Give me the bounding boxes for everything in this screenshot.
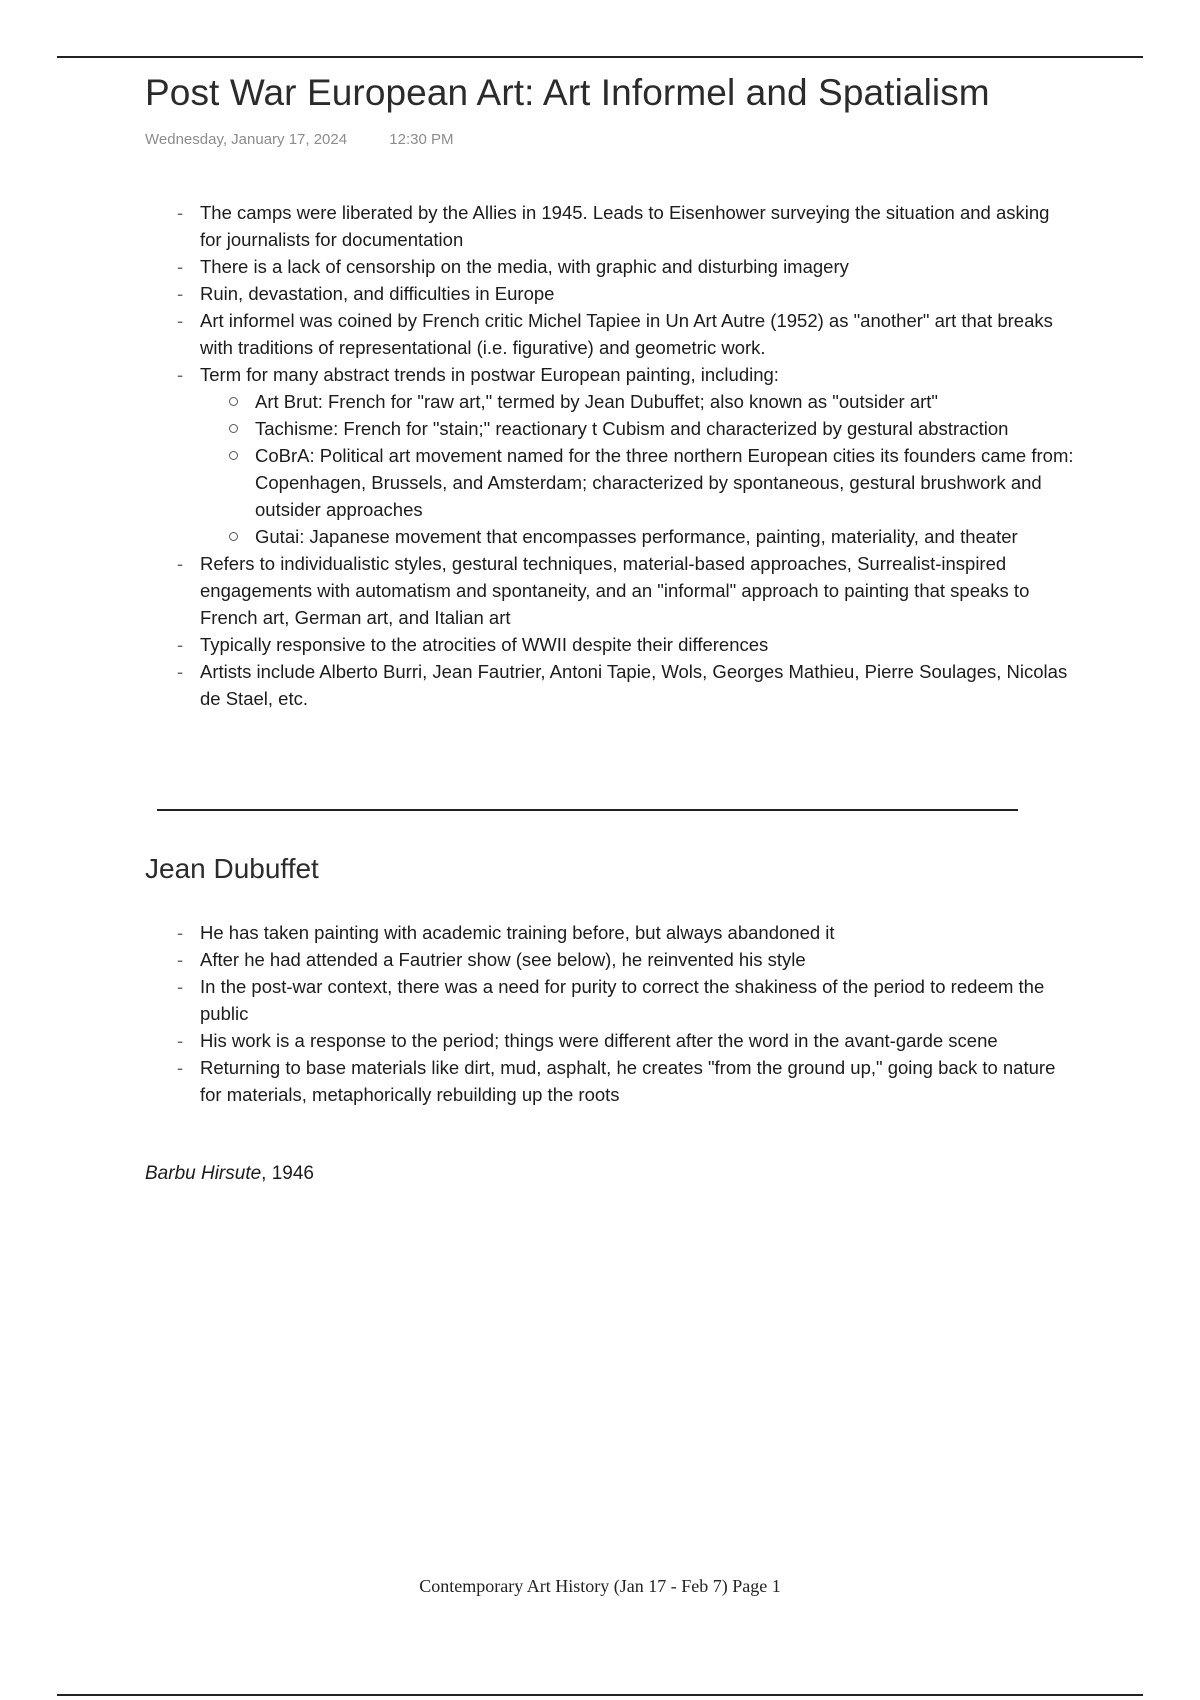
bullet-dash: - <box>177 661 184 682</box>
bullet-list <box>145 919 1075 1108</box>
circle-bullet-icon <box>229 424 238 433</box>
page-time: 12:30 PM <box>389 131 454 148</box>
bullet-dash: - <box>177 976 184 997</box>
page-date: Wednesday, January 17, 2024 <box>145 131 348 148</box>
section-art-informel <box>145 199 1075 712</box>
bullet-dash: - <box>177 922 184 943</box>
artwork-title: Barbu Hirsute <box>145 1163 262 1184</box>
list-item: - Ruin, devastation, and difficulties in Europe <box>145 280 1075 307</box>
list-item: - The camps were liberated by the Allies in 1945. Leads to Eisenhower surveying the situation and asking for journalists for documentation <box>145 199 1075 253</box>
list-item: - Artists include Alberto Burri, Jean Fautrier, Antoni Tapie, Wols, Georges Mathieu, Pierre Soulages, Nicolas de Stael, etc. <box>145 658 1075 712</box>
bullet-dash: - <box>177 634 184 655</box>
list-item: - Refers to individualistic styles, gestural techniques, material-based approaches, Surrealist-inspired engagements with automatism and spontaneity, and an "informal" approach to painting that speaks to French art, German art, and Italian art <box>145 550 1075 631</box>
artwork-year: , 1946 <box>261 1163 314 1184</box>
sub-list-item: Tachisme: French for "stain;" reactionary t Cubism and characterized by gestural abstraction <box>200 415 1075 442</box>
bullet-dash: - <box>177 949 184 970</box>
artwork-caption <box>145 1163 314 1185</box>
page-top-rule <box>57 56 1143 58</box>
page-footer: Contemporary Art History (Jan 17 - Feb 7) Page 1 <box>419 1576 781 1596</box>
sub-list-item: Gutai: Japanese movement that encompasses performance, painting, materiality, and theater <box>200 523 1075 550</box>
page-title: Post War European Art: Art Informel and Spatialism <box>145 72 990 113</box>
page-meta <box>145 131 453 148</box>
bullet-dash: - <box>177 364 184 385</box>
circle-bullet-icon <box>229 397 238 406</box>
list-item: - There is a lack of censorship on the media, with graphic and disturbing imagery <box>145 253 1075 280</box>
page-bottom-rule <box>57 1694 1143 1696</box>
bullet-dash: - <box>177 202 184 223</box>
bullet-list <box>145 199 1075 712</box>
section-divider <box>157 809 1018 811</box>
bullet-dash: - <box>177 283 184 304</box>
section-jean-dubuffet <box>145 919 1075 1108</box>
circle-bullet-icon <box>229 532 238 541</box>
sub-list-item: CoBrA: Political art movement named for the three northern European cities its founders came from: Copenhagen, Brussels, and Amsterdam; characterized by spontaneous, gestural brushwork and outsider approaches <box>200 442 1075 523</box>
list-item: - Term for many abstract trends in postwar European painting, including: Art Brut: French for "raw art," termed by Jean Dubuffet; also known as "outsider art" Tachisme: French for "stain;" reactionary t Cubism and characterized by gestural abstraction CoBrA: Political art movement named for the three northern European cities its founders came from: Copenhagen, Brussels, and Amsterdam; characterized by spontaneous, gestural brushwork and outsider approaches Gutai: Japanese movement that encompasses performance, painting, materiality, and theater <box>145 361 1075 550</box>
list-item: - In the post-war context, there was a need for purity to correct the shakiness of the period to redeem the public <box>145 973 1075 1027</box>
bullet-dash: - <box>177 1057 184 1078</box>
bullet-dash: - <box>177 310 184 331</box>
list-item: - Art informel was coined by French critic Michel Tapiee in Un Art Autre (1952) as "another" art that breaks with traditions of representational (i.e. figurative) and geometric work. <box>145 307 1075 361</box>
bullet-dash: - <box>177 553 184 574</box>
list-item: - His work is a response to the period; things were different after the word in the avant-garde scene <box>145 1027 1075 1054</box>
bullet-dash: - <box>177 1030 184 1051</box>
sub-bullet-list <box>200 388 1075 550</box>
sub-list-item: Art Brut: French for "raw art," termed by Jean Dubuffet; also known as "outsider art" <box>200 388 1075 415</box>
list-item: - Returning to base materials like dirt, mud, asphalt, he creates "from the ground up," going back to nature for materials, metaphorically rebuilding up the roots <box>145 1054 1075 1108</box>
list-item: - Typically responsive to the atrocities of WWII despite their differences <box>145 631 1075 658</box>
section-heading-jean-dubuffet: Jean Dubuffet <box>145 853 319 884</box>
list-item: - After he had attended a Fautrier show (see below), he reinvented his style <box>145 946 1075 973</box>
bullet-dash: - <box>177 256 184 277</box>
circle-bullet-icon <box>229 451 238 460</box>
list-item: - He has taken painting with academic training before, but always abandoned it <box>145 919 1075 946</box>
